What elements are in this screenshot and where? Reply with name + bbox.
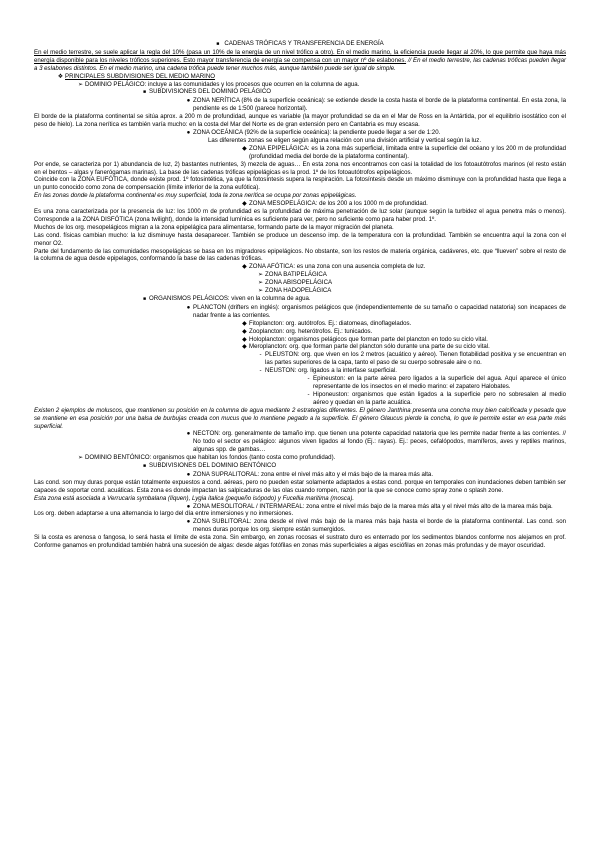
fitoplancton-text: Fitoplancton: org. autótrofos. Ej.: diatomeas, dinoflagelados. — [249, 319, 412, 327]
supralitoral-description: Las cond. son muy duras porque están totalmente expuestos a cond. aéreas, pero no pueden estar solamente adaptados a estas cond. porque en temporales con inundaciones deben también ser capaces de soportar cond. acuáticas. Esta zona es donde impactan las salpicaduras de las olas cuando rompen, razón por la que se conoce como spray zone o splash zone. — [34, 478, 566, 494]
zona-supralitoral — [34, 471, 566, 479]
zona-sublitoral — [34, 518, 566, 534]
batipelagica-text: ZONA BATIPELÁGICA — [265, 271, 327, 279]
square-bullet-icon: ■ — [142, 89, 147, 96]
dash-bullet-icon: - — [307, 375, 310, 383]
diamond-bullet-icon: ◆ — [242, 335, 247, 343]
zooplancton — [34, 328, 566, 336]
subdiv-pelagico — [34, 88, 566, 97]
meroplancton — [34, 343, 566, 351]
diamond-bullet-icon: ◆ — [242, 327, 247, 335]
holoplancton-text: Holoplancton: organismos pelágicos que forman parte del plancton en todo su ciclo vital. — [249, 335, 488, 343]
diamond-bullet-icon: ◆ — [242, 343, 247, 351]
meroplancton-text: Meroplancton: org. que forman parte del plancton sólo durante una parte de su ciclo vital. — [249, 343, 490, 351]
dot-bullet-icon: ● — [186, 128, 191, 136]
dominio-pelagico — [34, 81, 566, 89]
organismos-pelagicos — [34, 295, 566, 304]
diamond-bullet-icon: ◆ — [242, 200, 247, 208]
title-text: CADENAS TRÓFICAS Y TRANSFERENCIA DE ENERGÍA — [224, 40, 384, 47]
arrow-bullet-icon: ➢ — [257, 279, 264, 287]
arrow-bullet-icon: ➢ — [257, 287, 264, 295]
zona-neritica — [34, 97, 566, 113]
pleuston-text: PLEUSTON: org. que viven en los 2 metros (acuático y aéreo). Tienen flotabilidad positiva y se encuentran en las partes superiores de la capa, tanto el paso de su cuerpo sobresale aire o no. — [265, 351, 566, 367]
subdiv-pelagico-text: SUBDIVISIONES DEL DOMINIO PELÁGICO — [149, 88, 272, 96]
supralitoral-text: ZONA SUPRALITORAL: zona entre el nivel más alto y el más bajo de la marea más alta. — [193, 470, 434, 478]
section-title — [34, 40, 566, 49]
neuston-text: NEUSTON: org. ligados a la interfase superficial. — [265, 367, 397, 375]
hadopelagica-text: ZONA HADOPELÁGICA — [265, 287, 332, 295]
zona-epipelagica — [34, 145, 566, 161]
zona-neritica-text: ZONA NERÍTICA (8% de la superficie oceánica): se extiende desde la costa hasta el borde de la plataforma continental. En esta zona, la pendiente es de 1:500 (parece horizontal). — [193, 97, 566, 113]
zona-epipelagica-text: ZONA EPIPELÁGICA: es la zona más superficial, limitada entre la superficie del océano y los 200 m de profundidad (profundidad media del borde de la plataforma continental). — [249, 144, 566, 160]
square-bullet-icon: ■ — [142, 463, 147, 470]
eufotica-description: Coincide con la ZONA EUFÓTICA, donde existe prod. 1º fotosintética, ya que la fotosíntesis supera la respiración. La fotosíntesis desde un máximo disminuye con la profundidad hasta que llega a un punto conocido como zona de compensación (límite inferior de la zona eufótica). — [34, 176, 566, 192]
arrow-bullet-icon: ➢ — [77, 80, 84, 88]
dot-bullet-icon: ● — [186, 470, 191, 478]
zona-hadopelagica — [34, 287, 566, 295]
moluscos-paragraph: Existen 2 ejemplos de moluscos, que mantienen su posición en la columna de agua mediante 2 estrategias diferentes. El género Janthina presenta una concha muy bien calcificada y pesada que se mantiene en esa posición por una balsa de burbujas creada con mucus que lo mantiene pegado a la superficie. El género Glaucus pierde la concha, lo que le permite estar en esa parte más superficial. — [34, 406, 566, 430]
fitoplancton — [34, 320, 566, 328]
subdiv-bentonico-text: SUBDIVISIONES DEL DOMINIO BENTÓNICO — [149, 462, 277, 470]
neuston — [34, 367, 566, 375]
diamond-bullet-icon: ◆ — [242, 319, 247, 327]
eufotica-note: En las zonas donde la plataforma continental es muy superficial, toda la zona nerítica se ocupa por zonas epipelágicas. — [34, 192, 357, 200]
dominio-bentonico-text: DOMINIO BENTÓNICO: organismos que habitan los fondos (tanto costa como profundidad). — [85, 454, 336, 462]
mesolitoral-text: ZONA MESOLITORAL / INTERMAREAL: zona entre el nivel más bajo de la marea más alta y el nivel más alto de la marea más baja. — [193, 502, 553, 510]
mesopelagica-description-2: Muchos de los org. mesopelágicos migran a la zona epipelágica para alimentarse, formando parte de la mayor migración del planeta. — [34, 223, 394, 231]
dot-bullet-icon: ● — [186, 303, 191, 311]
diamond-outline-icon: ❖ — [57, 72, 64, 80]
intro-underlined: En el medio terrestre, se suele aplicar la regla del 10% (pasa un 10% de la energía de un nivel trófico a otro). En el medio marino, la eficiencia puede llegar al 20%, lo que permite que haya más energía disponible para los niveles tróficos superiores. Esto mayor transferencia de energía se compensa con un mayor nº de eslabones. — [34, 48, 566, 64]
sublitoral-text: ZONA SUBLITORAL: zona desde el nivel más bajo de la marea más baja hasta el borde de la plataforma continental. Las cond. son menos duras porque los org. siempre están sumergidos. — [193, 518, 566, 534]
plancton-text: PLANCTON (drifters en inglés): organismos pelágicos que (independientemente de su tamaño o capacidad natatoria) son incapaces de nadar frente a las corrientes. — [193, 303, 566, 319]
dash-bullet-icon: - — [259, 367, 262, 375]
dot-bullet-icon: ● — [186, 430, 191, 438]
abisopelagica-text: ZONA ABISOPELÁGICA — [265, 279, 333, 287]
mesopelagica-description-1: Es una zona caracterizada por la presencia de luz: los 1000 m de profundidad es la profundidad de máxima penetración de luz solar (aunque según la turbidez el agua penetra más o menos). Corresponde a la ZONA DISFÓTICA (zona twilight), donde la intensidad lumínica es suficiente para ver, pero no suficiente como para haber prod. 1º. — [34, 208, 566, 223]
dash-bullet-icon: - — [259, 351, 262, 359]
subdivisions-heading — [34, 73, 566, 81]
intro-paragraph — [34, 49, 566, 73]
dot-bullet-icon: ● — [186, 518, 191, 526]
mesopelagica-description-3: Las cond. físicas cambian mucho: la luz disminuye hasta desaparecer. También se produce un descenso imp. de la temperatura con la profundidad. También se encuentra aquí la zona con el menor O2. — [34, 231, 566, 247]
arrow-bullet-icon: ➢ — [77, 454, 84, 462]
zooplancton-text: Zooplancton: org. heterótrofos. Ej.: tunicados. — [249, 327, 373, 335]
arrow-bullet-icon: ➢ — [257, 271, 264, 279]
subdivisions-heading-text: PRINCIPALES SUBDIVISIONES DEL MEDIO MARINO — [65, 72, 216, 80]
dot-bullet-icon: ● — [186, 97, 191, 105]
diamond-bullet-icon: ◆ — [242, 144, 247, 152]
diamond-bullet-icon: ◆ — [242, 263, 247, 271]
necton — [34, 430, 566, 454]
zona-afotica — [34, 263, 566, 271]
epipelagica-description: Por ende, se caracteriza por 1) abundancia de luz, 2) bastantes nutrientes, 3) mezcla de aguas… En esta zona nos encontramos con casi la totalidad de los fotoautótrofos marinos (el resto están en el bentos – algas y fanerógamas marinas). La base de las cadenas tróficas epipelágicas es la prod. 1º de los fotoautótrofos epipelágicos. — [34, 160, 566, 176]
zona-mesopelagica-text: ZONA MESOPELÁGICA: de los 200 a los 1000 m de profundidad. — [249, 200, 428, 208]
subdiv-bentonico — [34, 462, 566, 471]
dot-bullet-icon: ● — [186, 502, 191, 510]
zona-oceanica — [34, 129, 566, 137]
document-page — [34, 0, 566, 550]
borde-plataforma-paragraph: El borde de la plataforma continental se sitúa aprox. a 200 m de profundidad, aunque es variable (la mayor profundidad se da en el Mar de Ross en la Antártida, por el equilibrio isostático con el peso de hielo). La zona nerítica es también varía mucho: en la costa del Mar del Norte es de gran extensión pero en Cantabria es muy escasa. — [34, 113, 566, 129]
intro-italic: // En el medio terrestre, las cadenas tróficas pueden llegar a 3 eslabones distintos. En el medio marino, una cadena trófica puede tener muchos más, aunque también puede ser igual de simple. — [34, 56, 566, 72]
dominio-bentonico — [34, 454, 566, 462]
dash-bullet-icon: - — [307, 390, 310, 398]
zona-batipelagica — [34, 271, 566, 279]
holoplancton — [34, 336, 566, 344]
zona-afotica-text: ZONA AFÓTICA: es una zona con una ausencia completa de luz. — [249, 263, 426, 271]
square-bullet-icon: ■ — [142, 296, 147, 302]
dominio-pelagico-text: DOMINIO PELÁGICO: incluye a las comunidades y los procesos que ocurren en la columna de agua. — [85, 80, 360, 88]
supralitoral-note: Esta zona está asociada a Verrucaria symbalana (líquen), Lygia italica (pequeño isópodo) y Fucellia maritima (mosca). — [34, 494, 355, 502]
square-bullet-icon: ■ — [216, 41, 220, 47]
mesopelagica-description-4: Parte del fundamento de las comunidades mesopelágicas se basa en los migradores epipelágicos. No obstante, son los restos de materia orgánica, cadáveres, etc. que “llueven” sobre el resto de la columna de agua desde epipelagos, conformando la base de las cadenas tróficas. — [34, 247, 566, 263]
zona-mesolitoral — [34, 503, 566, 511]
sublitoral-description: Si la costa es arenosa o fangosa, lo será hasta el límite de esta zona. Sin embargo, en zonas rocosas el sustrato duro es enterrado por los sedimentos blandos conforme nos alejamos en prof. Conforme ganamos en profundidad también habrá una sucesión de algas: desde algas fotófilas en zonas más superficiales a algas esciófilas en zonas más profundas y de mayor oscuridad. — [34, 534, 566, 550]
zona-mesopelagica — [34, 200, 566, 208]
zona-oceanica-text: ZONA OCEÁNICA (92% de la superficie oceánica): la pendiente puede llegar a ser de 1:20. — [193, 128, 441, 136]
zonas-clasificacion: Las diferentes zonas se eligen según alguna relación con una división artificial y vertical según la luz. — [208, 136, 482, 144]
plancton — [34, 304, 566, 320]
mesolitoral-description: Los org. deben adaptarse a una alternancia lo largo del día entre inmersiones y no inmersiones. — [34, 510, 294, 518]
hiponeuston — [34, 391, 566, 407]
necton-text: NECTON: org. generalmente de tamaño imp. que tienen una potente capacidad natatoria que les permite nadar frente a las corrientes. // No todo el sector es pelágico: algunos viven ligados al fondo (Ej.: rayas). Ej.: peces, cefalópodos, mamíferos, aves y reptiles marinos, algunas spp. de gambas… — [193, 430, 566, 454]
hiponeuston-text: Hiponeuston: organismos que están ligados a la superficie pero no sobresalen al medio aéreo y quedan en la parte acuática. — [313, 390, 566, 406]
epineuston — [34, 375, 566, 391]
zona-abisopelagica — [34, 279, 566, 287]
pleuston — [34, 351, 566, 367]
epineuston-text: Epineuston: en la parte aérea pero ligados a la superficie del agua. Aquí aparece el único representante de los insectos en el medio marino: el zapatero Halobates. — [313, 375, 566, 390]
organismos-pelagicos-text: ORGANISMOS PELÁGICOS: viven en la columna de agua. — [149, 295, 311, 302]
